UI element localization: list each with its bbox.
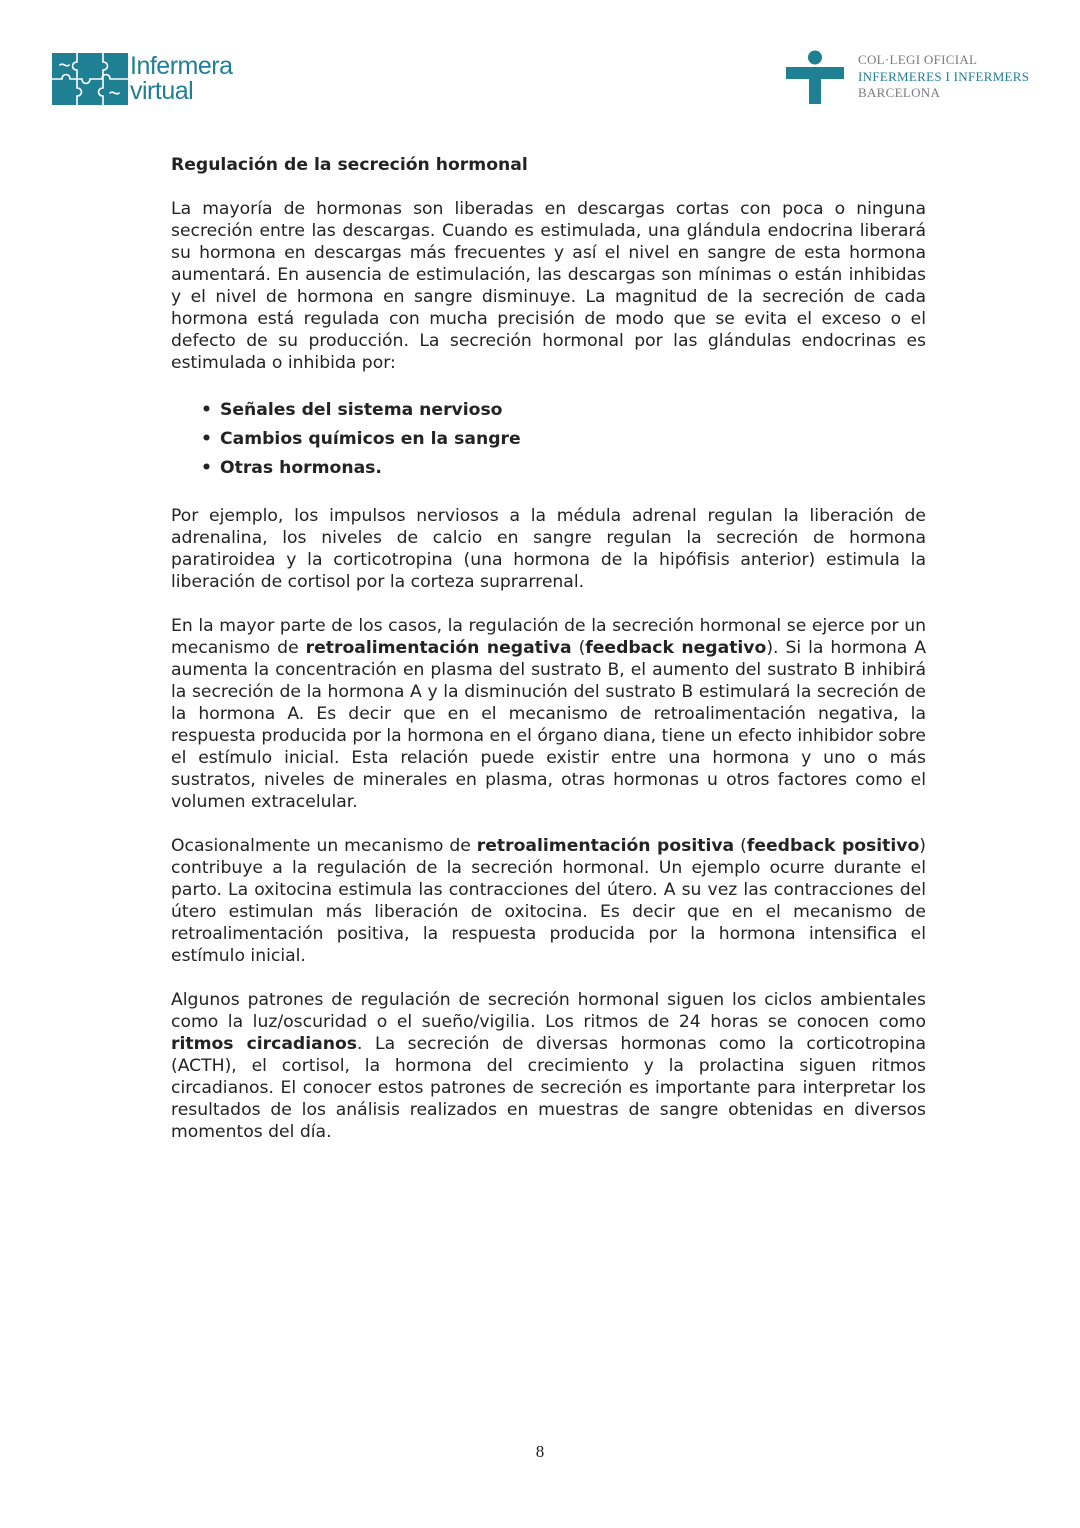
list-item: • Otras hormonas. <box>201 454 926 483</box>
cross-emblem-icon <box>786 50 844 104</box>
term-feedback-negativo: feedback negativo <box>585 638 767 658</box>
text-run: . La secreción de diversas hormonas como la corticotropina (ACTH), el cortisol, la hormona del crecimiento y la prolactina siguen ritmos circadianos. El conocer estos patrones de secreción es importante para interpretar los resultados de los análisis realizados en muestras de sangre obtenidas en diversos momentos del día. <box>171 1034 926 1142</box>
document-body <box>171 154 926 1165</box>
coib-line-3: BARCELONA <box>858 85 941 100</box>
logo-line-2: virtual <box>130 77 194 105</box>
term-circadian-rhythms: ritmos circadianos <box>171 1034 357 1054</box>
logo-line-1: Infermera <box>130 52 233 80</box>
text-run: En la mayor parte de los casos, la regulación de la secreción hormonal se ejerce por un mecanismo de <box>171 616 926 658</box>
page-number: 8 <box>535 1442 545 1461</box>
coib-line-2: INFERMERES I INFERMERS <box>858 68 1030 84</box>
term-positive-feedback: retroalimentación positiva <box>476 836 735 856</box>
list-item: • Cambios químicos en la sangre <box>201 425 926 454</box>
text-run: ( <box>734 836 747 856</box>
term-negative-feedback: retroalimentación negativa <box>305 638 572 658</box>
coib-wordmark <box>858 52 1029 102</box>
section-title: Regulación de la secreción hormonal <box>171 155 528 175</box>
infermera-virtual-logo <box>52 52 232 106</box>
paragraph-example: Por ejemplo, los impulsos nerviosos a la médula adrenal regulan la liberación de adrenalina, los niveles de calcio en sangre regulan la secreción de hormona paratiroidea y la corticotropina (una hormona de la hipófisis anterior) estimula la liberación de cortisol por la corteza suprarrenal. <box>171 506 926 592</box>
puzzle-logo-icon <box>52 53 128 105</box>
text-run: Algunos patrones de regulación de secreción hormonal siguen los ciclos ambientales como la luz/oscuridad o el sueño/vigilia. Los ritmos de 24 horas se conocen como <box>171 990 926 1032</box>
list-item: • Señales del sistema nervioso <box>201 396 926 425</box>
coib-logo <box>786 50 1029 104</box>
paragraph-intro: La mayoría de hormonas son liberadas en descargas cortas con poca o ninguna secreción entre las descargas. Cuando es estimulada, una glándula endocrina liberará su hormona en descargas más frecuentes y así el nivel en sangre de esta hormona aumentará. En ausencia de estimulación, las descargas son mínimas o están inhibidas y el nivel de hormona en sangre disminuye. La magnitud de la secreción de cada hormona está regulada con mucha precisión de modo que se evita el exceso o el defecto de su producción. La secreción hormonal por las glándulas endocrinas es estimulada o inhibida por: <box>171 199 926 373</box>
text-run: ( <box>571 638 586 658</box>
stimulus-list <box>171 396 926 483</box>
paragraph-negative-feedback <box>171 615 926 813</box>
coib-line-1: COL·LEGI OFICIAL <box>858 52 978 67</box>
term-feedback-positivo: feedback positivo <box>746 836 920 856</box>
paragraph-circadian <box>171 989 926 1143</box>
text-run: ) contribuye a la regulación de la secreción hormonal. Un ejemplo ocurre durante el parto. La oxitocina estimula las contracciones del útero. A su vez las contracciones del útero estimulan más liberación de oxitocina. Es decir que en el mecanismo de retroalimentación positiva, la respuesta producida por la hormona intensifica el estímulo inicial. <box>171 836 927 966</box>
paragraph-positive-feedback <box>171 835 926 967</box>
text-run: ). Si la hormona A aumenta la concentración en plasma del sustrato B, el aumento del sustrato B inhibirá la secreción de la hormona A y la disminución del sustrato B estimulará la secreción de la hormona A. Es decir que en el mecanismo de retroalimentación negativa, la respuesta producida por la hormona en el órgano diana, tiene un efecto inhibidor sobre el estímulo inicial. Esta relación puede existir entre una hormona y uno o más sustratos, niveles de minerales en plasma, otras hormonas u otros factores como el volumen extracelular. <box>171 638 926 812</box>
text-run: Ocasionalmente un mecanismo de <box>171 836 477 856</box>
logo-wordmark <box>130 54 232 104</box>
